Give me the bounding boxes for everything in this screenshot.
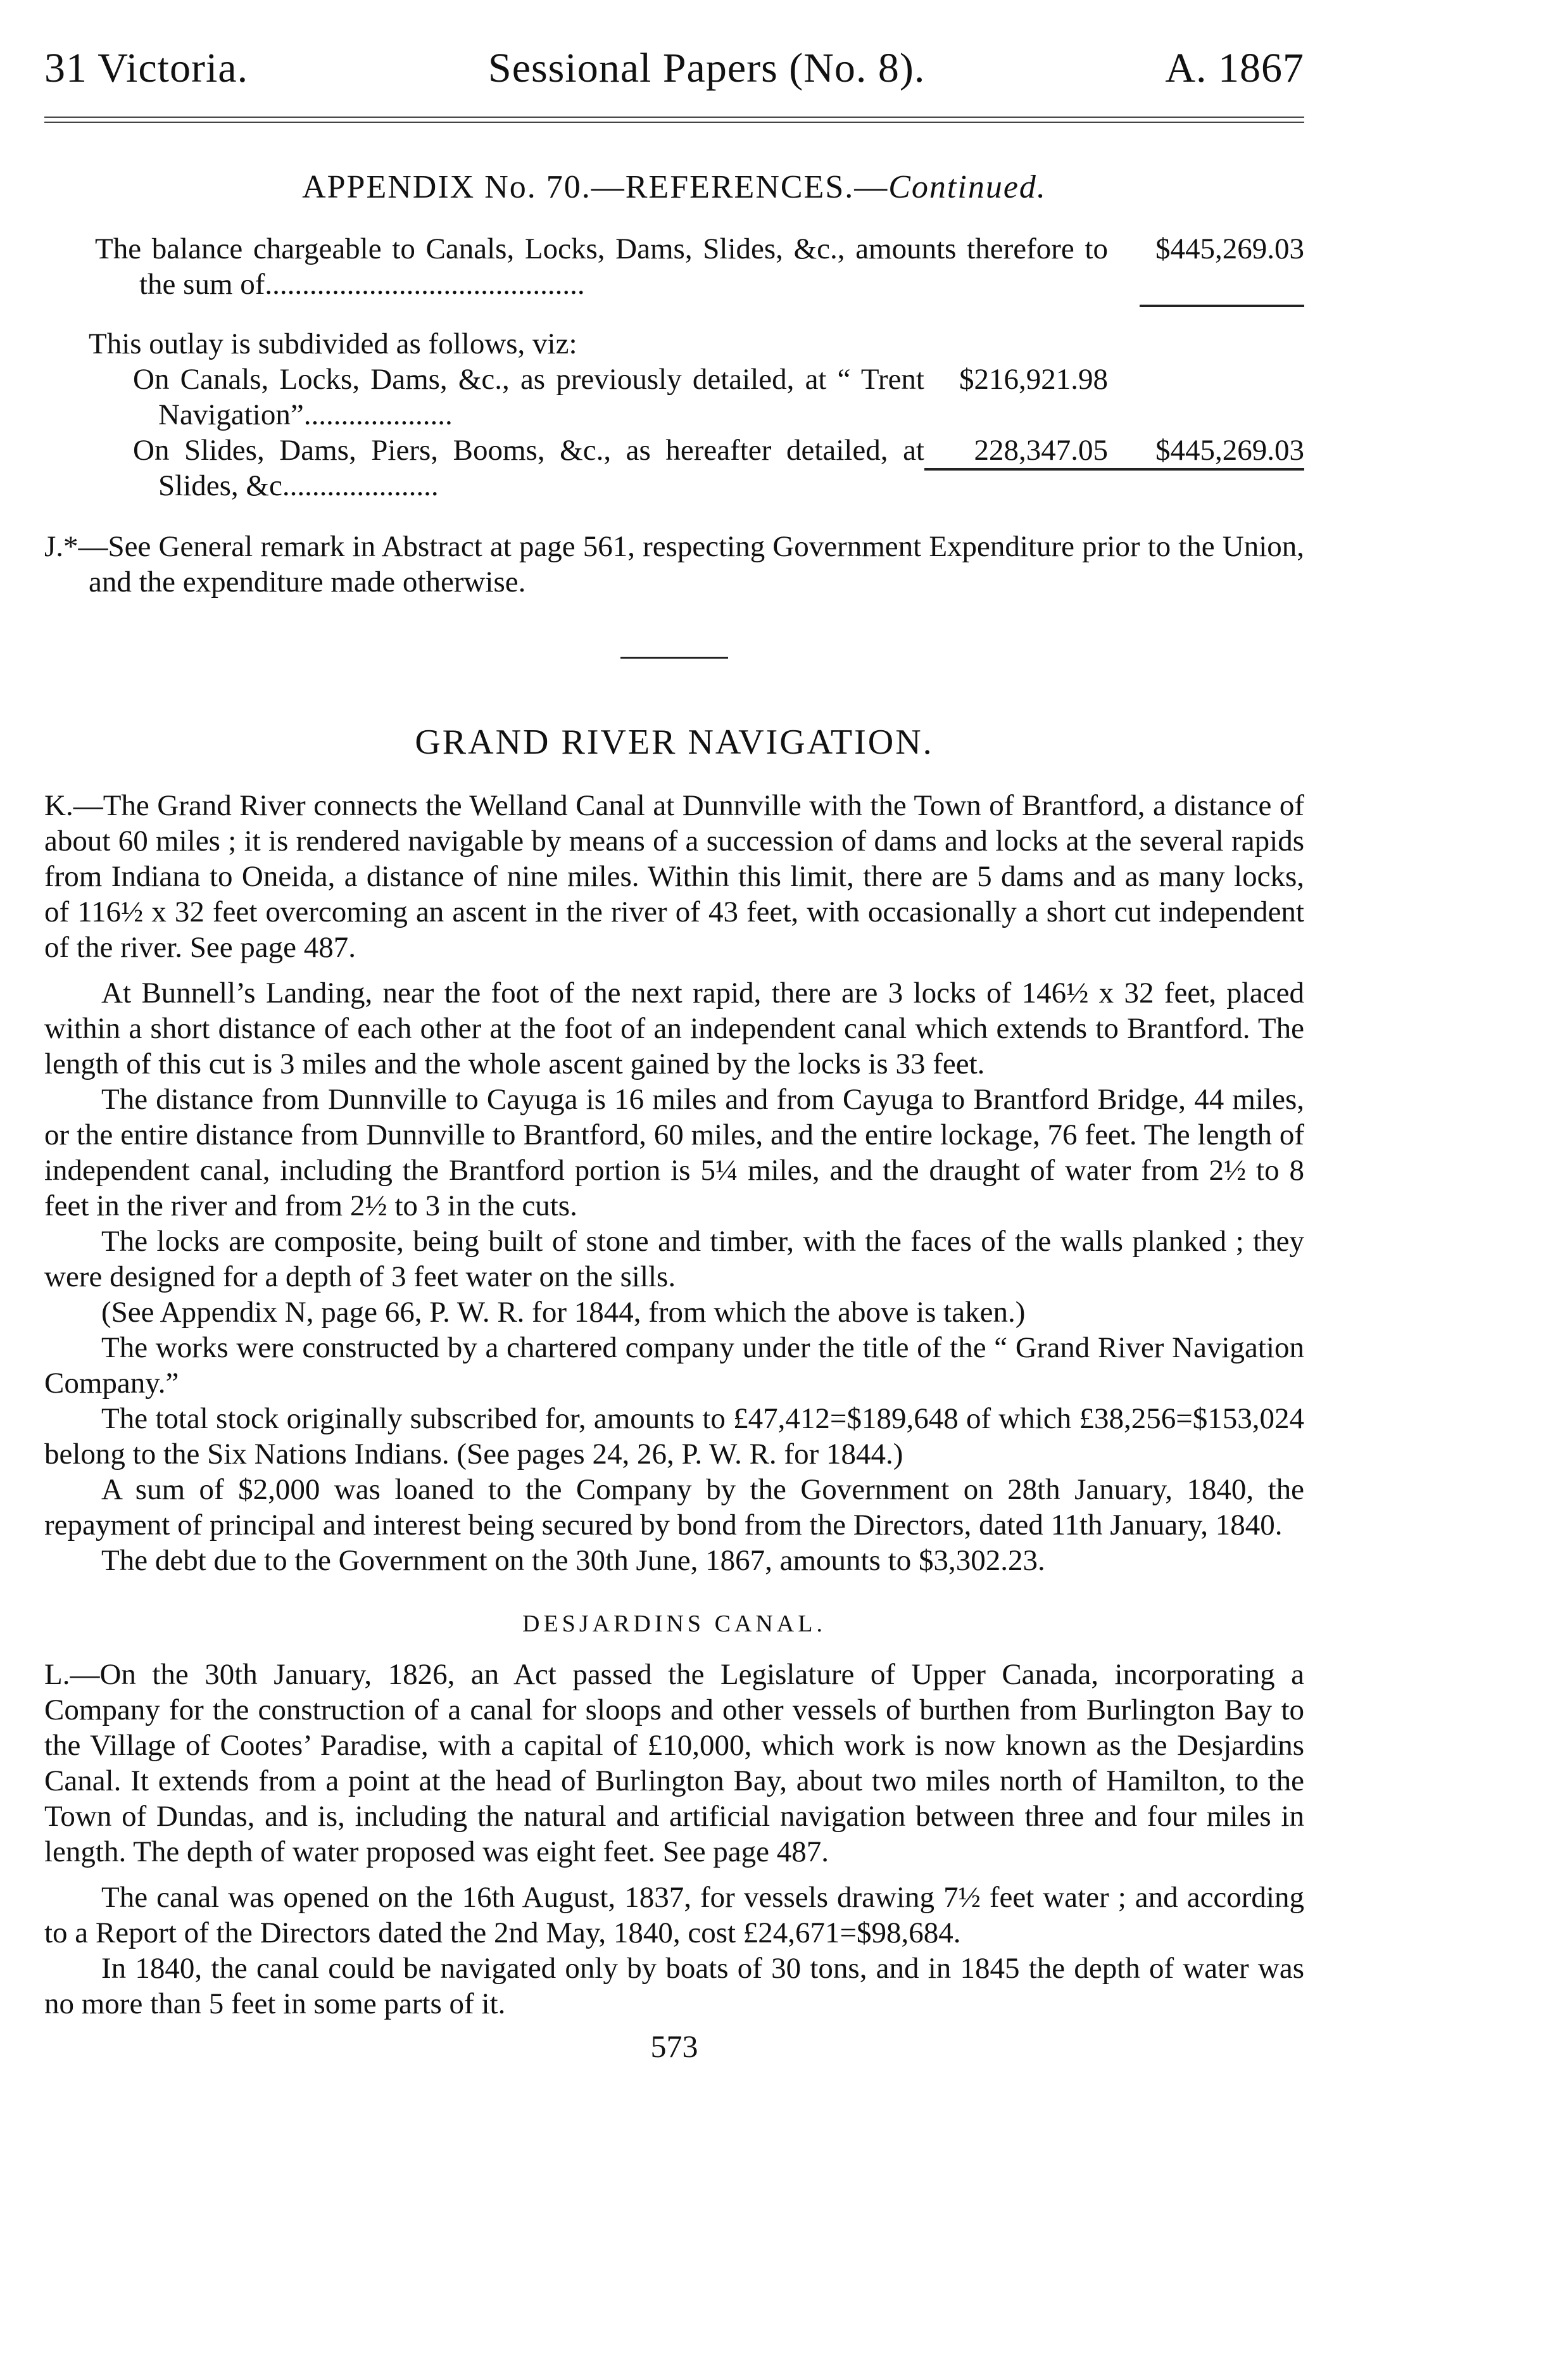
grand-river-paragraph: At Bunnell’s Landing, near the foot of the next rapid, there are 3 locks of 146½ x 32 feet, placed within a short distance of each other at the foot of an independent canal which extends to Brantford. The length of this cut is 3 miles and the whole ascent gained by the locks is 33 feet. — [44, 977, 1304, 1080]
header-rule — [44, 117, 1304, 123]
grand-river-paragraph: (See Appendix N, page 66, P. W. R. for 1844, from which the above is taken.) — [101, 1296, 1026, 1329]
subdivision-item-amount: 228,347.05 — [924, 433, 1108, 471]
grand-river-body — [44, 788, 1304, 1578]
section-divider — [620, 657, 728, 659]
header-center: Sessional Papers (No. 8). — [488, 45, 926, 91]
page-header — [44, 44, 1304, 92]
header-right: A. 1867 — [1165, 45, 1304, 91]
subdivision-section — [44, 326, 1304, 503]
subdivision-item — [89, 362, 1304, 433]
subdivision-item-amount: $216,921.98 — [959, 363, 1108, 396]
desjardins-paragraph: In 1840, the canal could be navigated only by boats of 30 tons, and in 1845 the depth of water was no more than 5 feet in some parts of it. — [44, 1952, 1304, 2020]
appendix-title — [44, 168, 1304, 206]
grand-river-paragraph: K.—The Grand River connects the Welland Canal at Dunnville with the Town of Brantford, a distance of about 60 miles ; it is rendered navigable by means of a succession of dams and locks at the several rapids from Indiana to Oneida, a distance of nine miles. Within this limit, there are 5 dams and as many locks, of 116½ x 32 feet overcoming an ascent in the river of 43 feet, with occasionally a short cut independent of the river. See page 487. — [44, 789, 1304, 964]
subdivision-item-text: On Canals, Locks, Dams, &c., as previously detailed, at “ Trent Navigation”.................... — [133, 363, 924, 431]
page-number: 573 — [650, 2029, 698, 2064]
desjardins-paragraph: The canal was opened on the 16th August, 1837, for vessels drawing 7½ feet water ; and according to a Report of the Directors dated the 2nd May, 1840, cost £24,671=$98,684. — [44, 1881, 1304, 1949]
grand-river-title: GRAND RIVER NAVIGATION. — [415, 723, 934, 762]
subdivision-item-text: On Slides, Dams, Piers, Booms, &c., as hereafter detailed, at Slides, &c..................... — [133, 434, 924, 502]
subdivision-intro: This outlay is subdivided as follows, viz: — [89, 327, 577, 360]
appendix-title-main: APPENDIX No. 70.—REFERENCES.— — [302, 169, 889, 205]
grand-river-paragraph: The debt due to the Government on the 30th June, 1867, amounts to $3,302.23. — [101, 1544, 1045, 1577]
appendix-title-continued: Continued. — [888, 169, 1047, 205]
balance-amount: $445,269.03 — [1155, 232, 1304, 265]
subdivision-item — [89, 433, 1304, 503]
balance-text: The balance chargeable to Canals, Locks, Dams, Slides, &c., amounts therefore to the sum of........................................... — [95, 232, 1108, 301]
grand-river-paragraph: A sum of $2,000 was loaned to the Company by the Government on 28th January, 1840, the repayment of principal and interest being secured by bond from the Directors, dated 11th January, 1840. — [44, 1473, 1304, 1541]
subdivision-item-total: $445,269.03 — [1108, 433, 1304, 471]
grand-river-paragraph: The works were constructed by a chartered company under the title of the “ Grand River Navigation Company.” — [44, 1331, 1304, 1400]
grand-river-paragraph: The locks are composite, being built of stone and timber, with the faces of the walls planked ; they were designed for a depth of 3 feet water on the sills. — [44, 1225, 1304, 1293]
header-left: 31 Victoria. — [44, 45, 249, 91]
desjardins-title: DESJARDINS CANAL. — [522, 1611, 826, 1637]
desjardins-paragraph: L.—On the 30th January, 1826, an Act passed the Legislature of Upper Canada, incorporating a Company for the construction of a canal for sloops and other vessels of burthen from Burlington Bay to the Village of Cootes’ Paradise, with a capital of £10,000, which work is now known as the Desjardins Canal. It extends from a point at the head of Burlington Bay, about two miles north of Hamilton, to the Town of Dundas, and is, including the natural and artificial navigation between three and four miles in length. The depth of water proposed was eight feet. See page 487. — [44, 1658, 1304, 1868]
grand-river-paragraph: The total stock originally subscribed for, amounts to £47,412=$189,648 of which £38,256=$153,024 belong to the Six Nations Indians. (See pages 24, 26, P. W. R. for 1844.) — [44, 1402, 1304, 1471]
note-j: J.*—See General remark in Abstract at page 561, respecting Government Expenditure prior to the Union, and the expenditure made otherwise. — [44, 530, 1304, 598]
grand-river-paragraph: The distance from Dunnville to Cayuga is 16 miles and from Cayuga to Brantford Bridge, 44 miles, or the entire distance from Dunnville to Brantford, 60 miles, and the entire lockage, 76 feet. The length of independent canal, including the Brantford portion is 5¼ miles, and the draught of water from 2½ to 8 feet in the river and from 2½ to 3 in the cuts. — [44, 1083, 1304, 1222]
balance-section — [44, 231, 1304, 307]
desjardins-body — [44, 1657, 1304, 2022]
document-page — [44, 44, 1304, 2065]
